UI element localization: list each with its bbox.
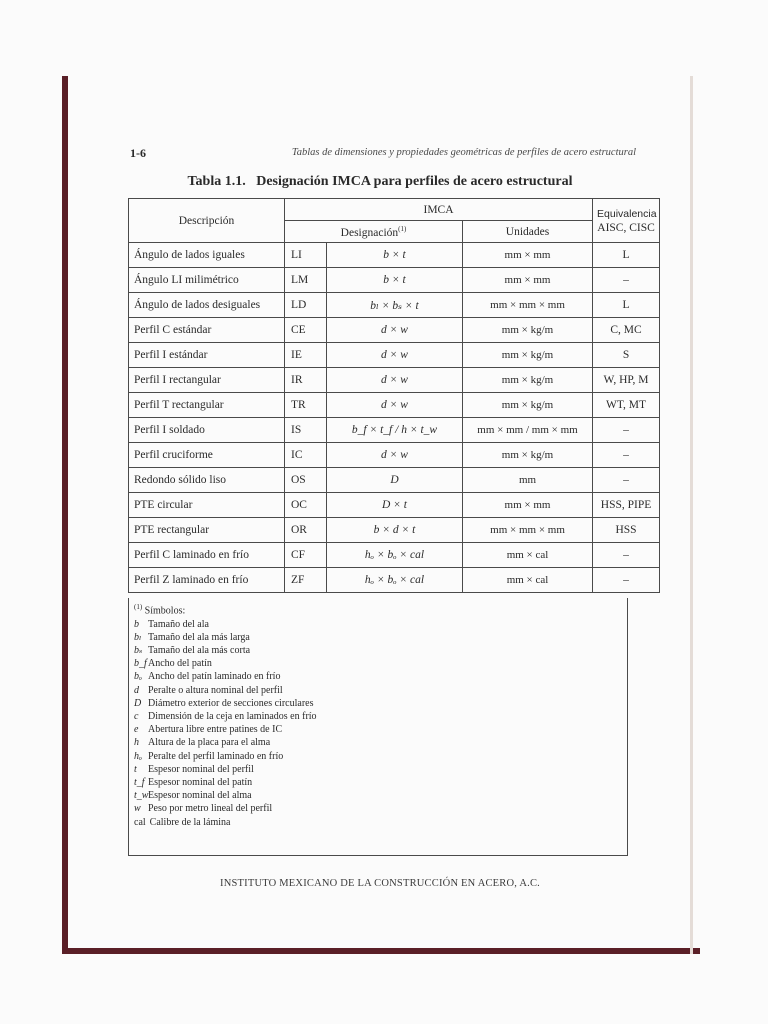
row-units: mm × mm / mm × mm bbox=[463, 418, 593, 443]
symbol-item bbox=[134, 750, 622, 763]
row-formula: b × t bbox=[327, 268, 463, 293]
symbol-item bbox=[134, 776, 622, 789]
symbols-list bbox=[134, 618, 622, 829]
symbol-key: cal bbox=[134, 816, 146, 828]
row-code: LM bbox=[285, 268, 327, 293]
symbol-item bbox=[134, 763, 622, 776]
row-equivalence: L bbox=[593, 293, 660, 318]
symbol-key: t bbox=[134, 763, 137, 775]
table-row bbox=[129, 518, 660, 543]
row-formula: D × t bbox=[327, 493, 463, 518]
symbol-description: Peralte del perfil laminado en frío bbox=[148, 750, 284, 762]
row-equivalence: – bbox=[593, 468, 660, 493]
page-footer: INSTITUTO MEXICANO DE LA CONSTRUCCIÓN EN ACERO, A.C. bbox=[220, 878, 540, 889]
row-code: CF bbox=[285, 543, 327, 568]
row-description: Perfil I rectangular bbox=[129, 368, 285, 393]
symbol-item bbox=[134, 644, 622, 657]
row-units: mm × cal bbox=[463, 568, 593, 593]
row-equivalence: – bbox=[593, 418, 660, 443]
symbol-key: bₛ bbox=[134, 644, 143, 656]
designation-table-body bbox=[129, 199, 660, 593]
row-formula: d × w bbox=[327, 343, 463, 368]
row-code: TR bbox=[285, 393, 327, 418]
symbol-key: w bbox=[134, 803, 141, 815]
table-row bbox=[129, 393, 660, 418]
table-row bbox=[129, 343, 660, 368]
symbol-key: t_f bbox=[134, 776, 145, 788]
row-equivalence: S bbox=[593, 343, 660, 368]
row-formula: d × w bbox=[327, 368, 463, 393]
symbol-description: Altura de la placa para el alma bbox=[148, 737, 271, 749]
table-row bbox=[129, 468, 660, 493]
row-equivalence: – bbox=[593, 543, 660, 568]
symbols-heading bbox=[134, 601, 622, 618]
header-imca: IMCA bbox=[285, 199, 593, 221]
symbol-description: Diámetro exterior de secciones circulares bbox=[148, 697, 314, 709]
row-code: ZF bbox=[285, 568, 327, 593]
table-row bbox=[129, 443, 660, 468]
symbol-description: Ancho del patín laminado en frío bbox=[148, 671, 281, 683]
row-code: IE bbox=[285, 343, 327, 368]
symbols-marker: (1) bbox=[134, 603, 143, 611]
row-units: mm × kg/m bbox=[463, 343, 593, 368]
row-code: IR bbox=[285, 368, 327, 393]
row-units: mm × kg/m bbox=[463, 318, 593, 343]
row-equivalence: W, HP, M bbox=[593, 368, 660, 393]
symbol-key: c bbox=[134, 710, 139, 722]
row-code: IC bbox=[285, 443, 327, 468]
symbols-heading-text: Símbolos: bbox=[144, 605, 186, 617]
symbol-description: Ancho del patín bbox=[148, 658, 212, 670]
symbol-description: Peso por metro lineal del perfil bbox=[148, 803, 273, 815]
book-binding-edge bbox=[62, 76, 68, 954]
row-description: Perfil I estándar bbox=[129, 343, 285, 368]
row-formula: d × w bbox=[327, 318, 463, 343]
symbol-description: Tamaño del ala bbox=[148, 618, 209, 630]
symbol-key: b bbox=[134, 618, 139, 630]
row-description: Perfil C laminado en frío bbox=[129, 543, 285, 568]
symbol-description: Calibre de la lámina bbox=[149, 816, 231, 828]
table-row bbox=[129, 493, 660, 518]
row-description: Perfil C estándar bbox=[129, 318, 285, 343]
symbol-item bbox=[134, 789, 622, 802]
row-units: mm × cal bbox=[463, 543, 593, 568]
symbol-description: Espesor nominal del patín bbox=[148, 776, 253, 788]
row-units: mm × mm bbox=[463, 243, 593, 268]
header-equivalencia-line2: AISC, CISC bbox=[597, 221, 655, 234]
row-equivalence: – bbox=[593, 568, 660, 593]
row-description: Perfil Z laminado en frío bbox=[129, 568, 285, 593]
header-equivalencia bbox=[593, 199, 660, 243]
row-equivalence: – bbox=[593, 268, 660, 293]
symbol-key: t_w bbox=[134, 790, 149, 802]
row-units: mm × kg/m bbox=[463, 368, 593, 393]
row-description: PTE rectangular bbox=[129, 518, 285, 543]
row-description: Ángulo de lados desiguales bbox=[129, 293, 285, 318]
row-equivalence: C, MC bbox=[593, 318, 660, 343]
symbol-item bbox=[134, 670, 622, 683]
row-description: PTE circular bbox=[129, 493, 285, 518]
table-row bbox=[129, 318, 660, 343]
row-code: LD bbox=[285, 293, 327, 318]
book-binding-bottom-edge bbox=[62, 948, 700, 954]
symbol-key: d bbox=[134, 684, 139, 696]
symbol-item bbox=[134, 736, 622, 749]
symbol-key: bₒ bbox=[134, 671, 142, 683]
row-code: OC bbox=[285, 493, 327, 518]
row-code: CE bbox=[285, 318, 327, 343]
symbol-item bbox=[134, 710, 622, 723]
row-description: Redondo sólido liso bbox=[129, 468, 285, 493]
page-number: 1-6 bbox=[130, 146, 146, 160]
row-units: mm × mm bbox=[463, 493, 593, 518]
symbol-key: D bbox=[134, 697, 142, 709]
designation-table bbox=[128, 198, 660, 593]
row-equivalence: HSS, PIPE bbox=[593, 493, 660, 518]
symbol-description: Dimensión de la ceja en laminados en frío bbox=[148, 710, 317, 722]
row-description: Perfil cruciforme bbox=[129, 443, 285, 468]
header-unidades: Unidades bbox=[463, 221, 593, 243]
row-units: mm bbox=[463, 468, 593, 493]
table-row bbox=[129, 368, 660, 393]
symbol-item bbox=[134, 631, 622, 644]
symbol-key: h bbox=[134, 737, 139, 749]
row-formula: bₗ × bₛ × t bbox=[327, 293, 463, 318]
row-formula: D bbox=[327, 468, 463, 493]
row-formula: d × w bbox=[327, 393, 463, 418]
row-equivalence: HSS bbox=[593, 518, 660, 543]
row-description: Ángulo LI milimétrico bbox=[129, 268, 285, 293]
row-description: Ángulo de lados iguales bbox=[129, 243, 285, 268]
row-formula: hₒ × bₒ × cal bbox=[327, 543, 463, 568]
symbol-item bbox=[134, 684, 622, 697]
page-right-edge bbox=[690, 76, 693, 954]
symbol-description: Tamaño del ala más larga bbox=[148, 631, 250, 643]
symbol-item bbox=[134, 618, 622, 631]
table-row bbox=[129, 543, 660, 568]
row-units: mm × mm bbox=[463, 268, 593, 293]
table-header-row bbox=[129, 199, 660, 221]
header-designacion-label: Designación bbox=[340, 226, 399, 239]
row-equivalence: L bbox=[593, 243, 660, 268]
header-equivalencia-line1: Equivalencia bbox=[597, 207, 657, 220]
row-formula: d × w bbox=[327, 443, 463, 468]
row-formula: hₒ × bₒ × cal bbox=[327, 568, 463, 593]
row-equivalence: WT, MT bbox=[593, 393, 660, 418]
symbol-item bbox=[134, 723, 622, 736]
table-title: Tabla 1.1. Designación IMCA para perfiles de acero estructural bbox=[187, 174, 573, 189]
row-code: OS bbox=[285, 468, 327, 493]
row-code: OR bbox=[285, 518, 327, 543]
symbol-item bbox=[134, 657, 622, 670]
symbol-description: Abertura libre entre patines de IC bbox=[148, 724, 283, 736]
table-row bbox=[129, 293, 660, 318]
symbol-description: Espesor nominal del alma bbox=[148, 790, 252, 802]
symbol-description: Espesor nominal del perfil bbox=[148, 763, 254, 775]
symbol-key: b_f bbox=[134, 658, 147, 670]
symbol-item bbox=[134, 802, 622, 815]
symbol-item bbox=[134, 697, 622, 710]
row-units: mm × kg/m bbox=[463, 443, 593, 468]
symbol-key: bₗ bbox=[134, 631, 142, 643]
row-code: IS bbox=[285, 418, 327, 443]
row-formula: b × t bbox=[327, 243, 463, 268]
header-designacion bbox=[285, 221, 463, 243]
row-equivalence: – bbox=[593, 443, 660, 468]
table-row bbox=[129, 568, 660, 593]
table-row bbox=[129, 418, 660, 443]
row-formula: b × d × t bbox=[327, 518, 463, 543]
symbol-key: e bbox=[134, 724, 139, 736]
table-row bbox=[129, 243, 660, 268]
table-row bbox=[129, 268, 660, 293]
header-designacion-note: (1) bbox=[398, 224, 407, 233]
row-code: LI bbox=[285, 243, 327, 268]
symbol-description: Tamaño del ala más corta bbox=[148, 644, 251, 656]
symbol-item bbox=[134, 816, 622, 829]
running-head: Tablas de dimensiones y propiedades geométricas de perfiles de acero estructural bbox=[291, 147, 636, 158]
row-units: mm × kg/m bbox=[463, 393, 593, 418]
symbols-notes bbox=[128, 598, 628, 856]
header-descripcion: Descripción bbox=[129, 199, 285, 243]
symbol-description: Peralte o altura nominal del perfil bbox=[148, 684, 283, 696]
row-description: Perfil T rectangular bbox=[129, 393, 285, 418]
row-description: Perfil I soldado bbox=[129, 418, 285, 443]
row-units: mm × mm × mm bbox=[463, 518, 593, 543]
symbol-key: hₒ bbox=[134, 750, 142, 762]
row-formula: b_f × t_f / h × t_w bbox=[327, 418, 463, 443]
row-units: mm × mm × mm bbox=[463, 293, 593, 318]
